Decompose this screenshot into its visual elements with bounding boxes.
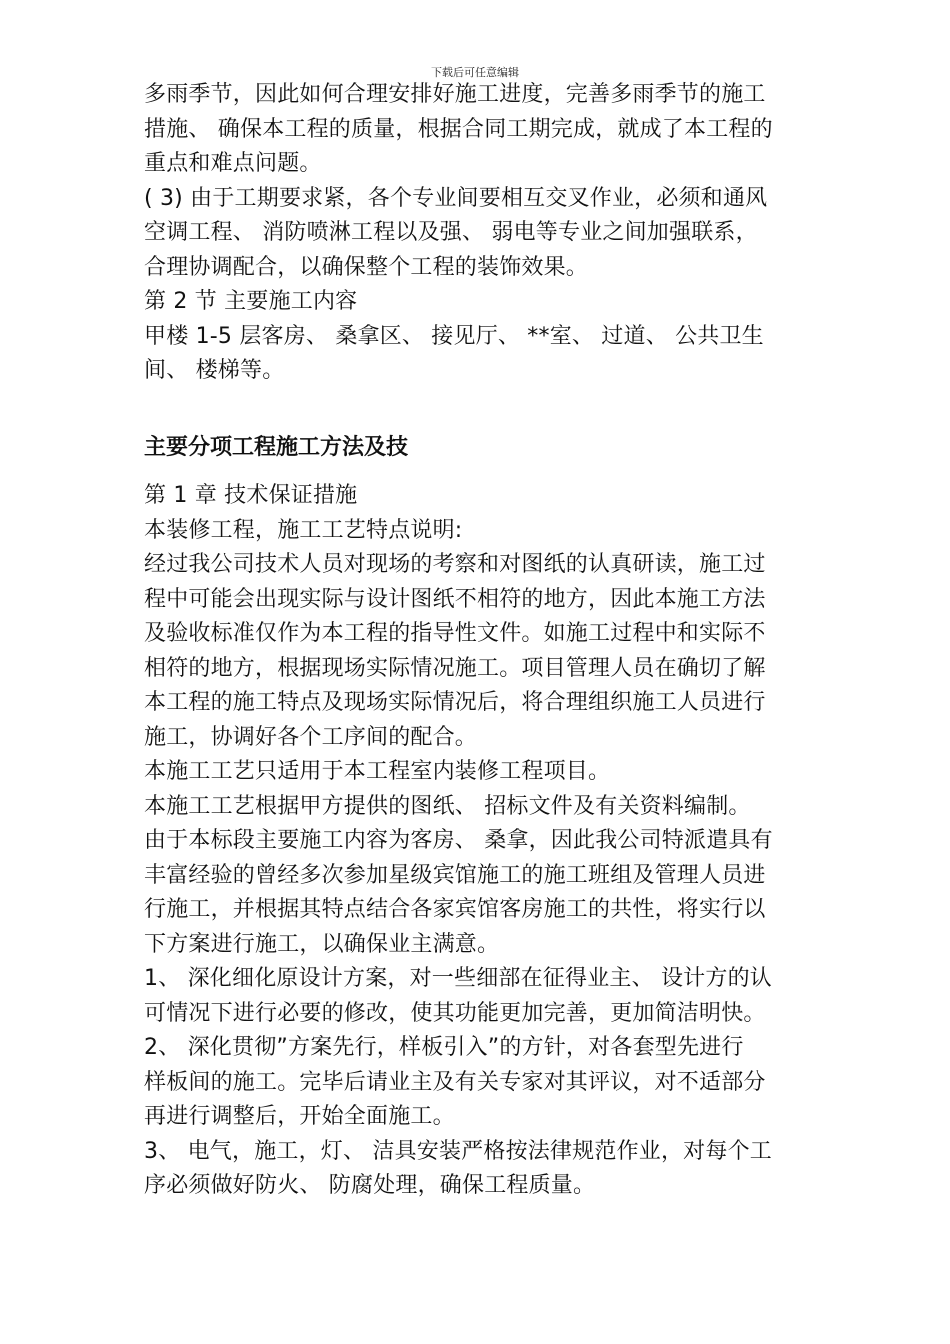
text-line: 间、 楼梯等。 — [144, 358, 285, 383]
text-line: 措施、 确保本工程的质量，根据合同工期完成，就成了本工程的 — [144, 116, 773, 142]
paragraph-block-2 — [144, 479, 810, 1204]
text-line: 施工，协调好各个工序间的配合。 — [144, 724, 478, 750]
text-line: 多雨季节，因此如何合理安排好施工进度，完善多雨季节的施工 — [144, 82, 766, 107]
text-line: 样板间的施工。完毕后请业主及有关专家对其评议，对不适部分 — [144, 1069, 766, 1095]
document-body — [144, 78, 810, 1204]
text-line: 及验收标准仅作为本工程的指导性文件。如施工过程中和实际不 — [144, 621, 766, 646]
paragraph-block-1 — [144, 78, 810, 389]
text-line: 由于本标段主要施工内容为客房、 桑拿，因此我公司特派遣具有 — [144, 828, 773, 853]
text-line: 下方案进行施工，以确保业主满意。 — [144, 931, 500, 957]
main-section-title: 主要分项工程施工方法及技 — [144, 434, 409, 460]
text-line: 行施工，并根据其特点结合各家宾馆客房施工的共性，将实行以 — [144, 897, 766, 922]
spacer — [144, 389, 810, 431]
list-item-1: 1、 深化细化原设计方案，对一些细部在征得业主、 设计方的认 — [144, 966, 772, 991]
list-item-3: 3、 电气，施工，灯、 洁具安装严格按法律规范作业，对每个工 — [144, 1138, 772, 1164]
list-item-2: 2、 深化贯彻”方案先行，样板引入”的方针，对各套型先进行 — [144, 1035, 744, 1060]
text-line: 可情况下进行必要的修改，使其功能更加完善，更加简洁明快。 — [144, 1000, 766, 1026]
text-line: 经过我公司技术人员对现场的考察和对图纸的认真研读，施工过 — [144, 552, 766, 577]
text-line: 本施工工艺根据甲方提供的图纸、 招标文件及有关资料编制。 — [144, 793, 751, 819]
text-line: 空调工程、 消防喷淋工程以及强、 弱电等专业之间加强联系， — [144, 220, 758, 245]
text-line: 序必须做好防火、 防腐处理，确保工程质量。 — [144, 1173, 596, 1198]
text-line: 本工程的施工特点及现场实际情况后，将合理组织施工人员进行 — [144, 690, 766, 715]
chapter-heading: 第 1 章 技术保证措施 — [144, 483, 358, 508]
text-line: 相符的地方，根据现场实际情况施工。项目管理人员在确切了解 — [144, 655, 766, 681]
page-header-note: 下载后可任意编辑 — [431, 66, 519, 79]
text-line: ( 3) 由于工期要求紧，各个专业间要相互交叉作业，必须和通风 — [144, 185, 768, 211]
text-line: 丰富经验的曾经多次参加星级宾馆施工的施工班组及管理人员进 — [144, 862, 766, 888]
text-line: 本施工工艺只适用于本工程室内装修工程项目。 — [144, 759, 611, 784]
text-line: 程中可能会出现实际与设计图纸不相符的地方，因此本施工方法 — [144, 586, 766, 612]
text-line: 再进行调整后，开始全面施工。 — [144, 1104, 455, 1129]
text-line: 合理协调配合，以确保整个工程的装饰效果。 — [144, 254, 589, 280]
text-line: 甲楼 1-5 层客房、 桑拿区、 接见厅、 **室、 过道、 公共卫生 — [144, 323, 764, 349]
section-heading: 第 2 节 主要施工内容 — [144, 289, 358, 314]
text-line: 本装修工程，施工工艺特点说明: — [144, 517, 463, 543]
text-line: 重点和难点问题。 — [144, 151, 322, 176]
